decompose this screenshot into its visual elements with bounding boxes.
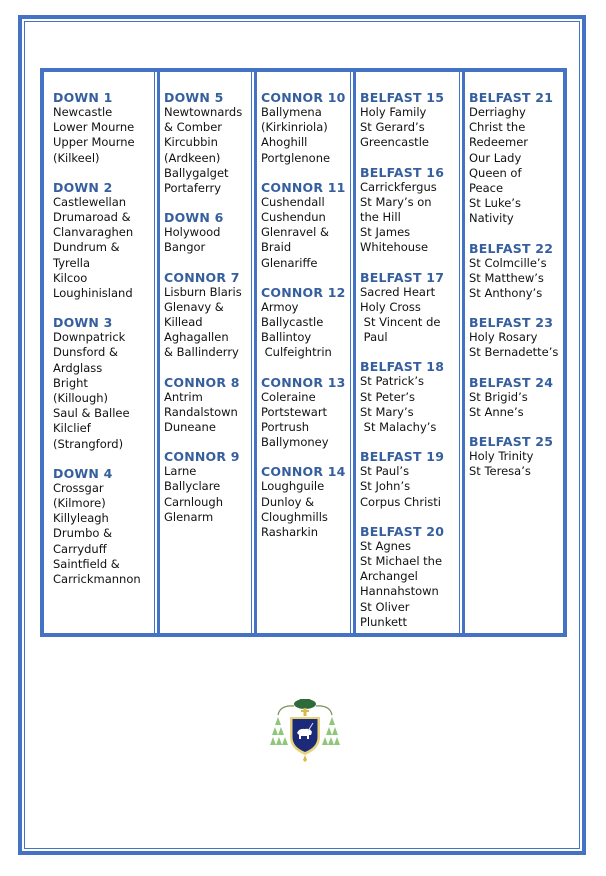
deanery-heading: DOWN 6 — [164, 210, 224, 226]
parish-list-item: St James — [360, 225, 411, 240]
parish-list-item: Kircubbin — [164, 135, 218, 150]
parish-list-item: Cushendun — [261, 210, 326, 225]
parish-list-item: Downpatrick — [53, 330, 126, 345]
parish-list-item: Killyleagh — [53, 511, 109, 526]
deanery-heading: BELFAST 20 — [360, 523, 445, 539]
parish-list-item: Holy Trinity — [469, 449, 534, 464]
deanery-heading: BELFAST 18 — [360, 359, 445, 375]
parish-list-item: Glenravel & — [261, 225, 329, 240]
deanery-group — [261, 464, 350, 540]
parish-list-item: & Ballinderry — [164, 345, 239, 360]
table-column-1 — [44, 72, 154, 633]
parish-list-item: Carrickmannon — [53, 572, 141, 587]
parish-list-item: Nativity — [469, 211, 514, 226]
parish-list-item: St Michael the — [360, 554, 443, 569]
deanery-group — [164, 449, 251, 525]
parish-list-item: Saul & Ballee — [53, 406, 130, 421]
parish-list-item: St Gerard’s — [360, 120, 425, 135]
deanery-heading: BELFAST 17 — [360, 269, 445, 285]
parish-list-item: Saintfield & — [53, 556, 120, 571]
parish-list-item: St Malachy’s — [360, 420, 437, 435]
parish-list-item: St Luke’s — [469, 196, 521, 211]
deanery-group — [164, 375, 251, 436]
deanery-heading: DOWN 4 — [53, 465, 113, 481]
parish-list-item: St John’s — [360, 479, 411, 494]
parish-list-item: Carrickfergus — [360, 179, 437, 194]
parish-list-item: St Vincent de — [360, 315, 441, 330]
parish-list-item: Derriaghy — [469, 105, 526, 119]
parish-list-item: Castlewellan — [53, 194, 127, 209]
parish-list-item: Dundrum & — [53, 240, 120, 255]
parish-list-item: Newcastle — [53, 105, 113, 119]
parish-list-item: Holy Rosary — [469, 330, 538, 345]
parish-list-item: Sacred Heart — [360, 284, 436, 299]
parish-list-item: Lisburn Blaris — [164, 284, 242, 299]
deanery-heading: CONNOR 13 — [261, 374, 346, 390]
parish-list-item: Greencastle — [360, 135, 429, 150]
deanery-group — [261, 375, 350, 451]
deanery-group — [469, 315, 563, 360]
parish-list-item: Ahoghill — [261, 135, 308, 150]
deanery-group — [360, 165, 459, 256]
parish-list-item: Coleraine — [261, 389, 316, 404]
parish-list-item: Portrush — [261, 420, 310, 435]
deanery-heading: BELFAST 22 — [469, 240, 554, 256]
parish-list-item: Redeemer — [469, 135, 529, 150]
parish-list-item: Killead — [164, 315, 203, 330]
parish-list-item: Randalstown — [164, 404, 238, 419]
deanery-group — [164, 270, 251, 361]
deanery-group — [360, 270, 459, 346]
deanery-heading: DOWN 1 — [53, 90, 113, 105]
parish-list-item: St Agnes — [360, 538, 411, 553]
parish-list-item: (Kilkeel) — [53, 150, 100, 165]
deanery-heading: CONNOR 9 — [164, 449, 240, 465]
parish-list-item: St Colmcille’s — [469, 255, 547, 270]
parish-list-item: Clanvaraghen — [53, 225, 134, 240]
deanery-heading: CONNOR 7 — [164, 269, 240, 285]
parish-list-item: Queen of — [469, 165, 522, 180]
parish-list-item: St Mary’s — [360, 404, 414, 419]
deanery-heading: BELFAST 19 — [360, 449, 445, 465]
parish-list-item: Portaferry — [164, 181, 222, 196]
parish-list-item: Cushendall — [261, 194, 325, 209]
parish-list-item: Bright — [53, 375, 88, 390]
parish-list-item: Ballintoy — [261, 330, 312, 345]
parish-list-item: Portstewart — [261, 404, 328, 419]
parish-list-item: Duneane — [164, 420, 216, 435]
parish-list-item: Glenarm — [164, 509, 214, 524]
deanery-group — [469, 90, 563, 227]
parish-list-item: Ballycastle — [261, 315, 324, 330]
parish-list-item: Culfeightrin — [261, 345, 332, 360]
deanery-heading: BELFAST 21 — [469, 90, 554, 105]
table-column-4 — [350, 72, 459, 633]
parish-list-item: Lower Mourne — [53, 120, 135, 135]
deanery-group — [469, 434, 563, 479]
parish-list-item: Newtownards — [164, 105, 243, 119]
parish-list-item: Ballymena — [261, 105, 322, 119]
parish-list-item: Drumaroad & — [53, 210, 131, 225]
parish-list-item: Braid — [261, 240, 292, 255]
deanery-group — [360, 90, 459, 151]
deanery-group — [469, 241, 563, 302]
parish-list-item: Corpus Christi — [360, 494, 441, 509]
parish-list-item: Glenavy & — [164, 299, 224, 314]
parish-list-item: Ballymoney — [261, 435, 329, 450]
parish-list-item: Our Lady — [469, 150, 522, 165]
parish-list-item: Loughguile — [261, 479, 325, 494]
parish-list-item: St Bernadette’s — [469, 345, 559, 360]
deanery-group — [360, 449, 459, 510]
deanery-heading: BELFAST 24 — [469, 374, 554, 390]
parish-list-item: (Kilmore) — [53, 496, 106, 511]
parish-list-item: St Mary’s on — [360, 194, 432, 209]
parish-list-item: Holy Cross — [360, 299, 421, 314]
deanery-heading: CONNOR 11 — [261, 179, 346, 195]
table-column-5 — [459, 72, 563, 633]
parish-list-item: Armoy — [261, 299, 299, 314]
parish-list-item: Crossgar — [53, 480, 104, 495]
deanery-heading: BELFAST 25 — [469, 434, 554, 450]
parish-list-item: Ballyclare — [164, 479, 221, 494]
parish-list-item: Rasharkin — [261, 525, 318, 540]
parish-list-item: (Strangford) — [53, 436, 124, 451]
parish-table — [40, 68, 567, 637]
parish-list-item: Christ the — [469, 120, 526, 135]
parish-list-item: St Patrick’s — [360, 374, 424, 389]
deanery-heading: BELFAST 15 — [360, 90, 445, 105]
parish-list-item: (Killough) — [53, 391, 109, 406]
deanery-group — [261, 90, 350, 166]
parish-list-item: Drumbo & — [53, 526, 113, 541]
table-column-2 — [154, 72, 251, 633]
deanery-group — [53, 180, 154, 301]
parish-list-item: Loughinisland — [53, 286, 133, 301]
parish-list-item: Ballygalget — [164, 165, 229, 180]
parish-list-item: St Brigid’s — [469, 389, 528, 404]
parish-list-item: Portglenone — [261, 150, 331, 165]
parish-list-item: St Teresa’s — [469, 464, 531, 479]
deanery-group — [164, 90, 251, 196]
deanery-heading: BELFAST 16 — [360, 164, 445, 180]
table-column-3 — [251, 72, 350, 633]
deanery-heading: CONNOR 8 — [164, 374, 240, 390]
parish-list-item: Peace — [469, 181, 504, 196]
parish-list-item: (Ardkeen) — [164, 150, 221, 165]
parish-list-item: Kilclief — [53, 421, 91, 436]
parish-list-item: Larne — [164, 464, 197, 479]
parish-list-item: Ardglass — [53, 360, 103, 375]
diocesan-coat-of-arms-icon — [270, 695, 340, 765]
parish-list-item: Kilcoo — [53, 270, 88, 285]
deanery-heading: DOWN 3 — [53, 315, 113, 331]
parish-list-item: Bangor — [164, 240, 206, 255]
parish-list-item: Holywood — [164, 225, 221, 240]
deanery-heading: DOWN 5 — [164, 90, 224, 105]
parish-list-item: Plunkett — [360, 614, 408, 629]
parish-list-item: (Kirkinriola) — [261, 120, 328, 135]
parish-list-item: Dunsford & — [53, 345, 118, 360]
deanery-heading: CONNOR 10 — [261, 90, 346, 105]
parish-list-item: Antrim — [164, 389, 203, 404]
parish-list-item: Dunloy & — [261, 494, 315, 509]
deanery-heading: CONNOR 12 — [261, 284, 346, 300]
parish-list-item: Aghagallen — [164, 330, 229, 345]
deanery-group — [261, 180, 350, 271]
parish-list-item: Tyrella — [53, 255, 91, 270]
parish-list-item: & Comber — [164, 120, 222, 135]
parish-list-item: St Anne’s — [469, 404, 524, 419]
deanery-group — [53, 90, 154, 166]
parish-list-item: St Paul’s — [360, 464, 410, 479]
deanery-heading: DOWN 2 — [53, 179, 113, 195]
parish-list-item: Archangel — [360, 569, 418, 584]
parish-list-item: St Matthew’s — [469, 270, 544, 285]
deanery-group — [261, 285, 350, 361]
deanery-heading: BELFAST 23 — [469, 315, 554, 331]
parish-list-item: Glenariffe — [261, 255, 318, 270]
parish-list-item: Carryduff — [53, 541, 107, 556]
parish-list-item: Hannahstown — [360, 584, 439, 599]
deanery-group — [360, 524, 459, 630]
deanery-group — [53, 466, 154, 587]
deanery-group — [53, 315, 154, 452]
parish-list-item: St Peter’s — [360, 389, 416, 404]
deanery-group — [164, 210, 251, 255]
parish-list-item: St Oliver — [360, 599, 410, 614]
parish-list-item: Cloughmills — [261, 509, 328, 524]
parish-list-item: Holy Family — [360, 105, 427, 119]
parish-list-item: the Hill — [360, 210, 401, 225]
deanery-group — [469, 375, 563, 420]
parish-list-item: Carnlough — [164, 494, 223, 509]
parish-list-item: Upper Mourne — [53, 135, 135, 150]
parish-list-item: Paul — [360, 330, 388, 345]
parish-list-item: Whitehouse — [360, 240, 429, 255]
deanery-heading: CONNOR 14 — [261, 464, 346, 480]
parish-list-item: St Anthony’s — [469, 286, 543, 301]
deanery-group — [360, 359, 459, 435]
